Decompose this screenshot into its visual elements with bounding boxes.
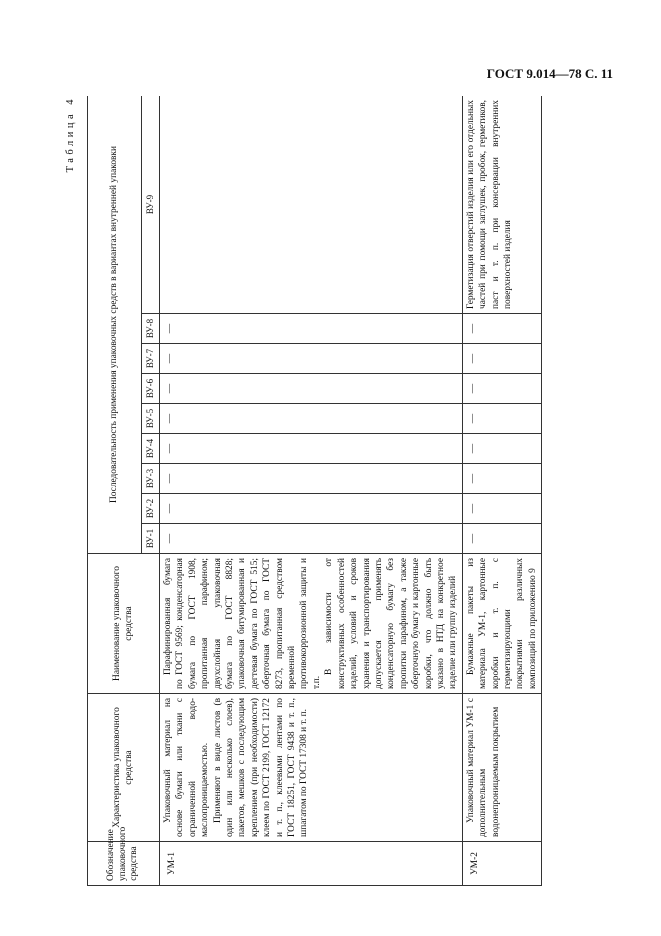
col-header-vu-8: ВУ-8	[142, 314, 160, 344]
table-caption: Таблица 4	[65, 96, 76, 173]
mark-vu-4: —	[160, 434, 463, 464]
paragraph: Применяют в виде листов (в один или несколько слоев), пакетов, мешков с последующим креплением (при необходимости) клеем по ГОСТ 2199, ГОСТ 12172 и т. п., клеевыми лентами по ГОСТ 18251, ГОСТ 9438 и т. п., шпагатом по ГОСТ 17308 и т. п.	[212, 698, 310, 837]
paragraph: Упаковочный материал на основе бумаги или ткани с ограниченной водо-маслопроницаемостью.	[163, 698, 211, 837]
col-header-vu-3: ВУ-3	[142, 464, 160, 494]
mark-vu-5: —	[160, 404, 463, 434]
rotated-table-area	[65, 96, 612, 886]
mark-vu-8: —	[462, 314, 541, 344]
mark-vu-2: —	[462, 494, 541, 524]
table-row	[462, 96, 541, 886]
mark-vu-4: —	[462, 434, 541, 464]
mark-vu-7: —	[462, 344, 541, 374]
col-header-designation: Обозначение упаковочного средства	[88, 842, 160, 886]
mark-vu-3: —	[160, 464, 463, 494]
row-name	[160, 554, 463, 694]
packaging-table	[87, 96, 542, 886]
mark-vu-7: —	[160, 344, 463, 374]
col-header-vu-5: ВУ-5	[142, 404, 160, 434]
mark-vu-1: —	[462, 524, 541, 554]
col-header-vu-1: ВУ-1	[142, 524, 160, 554]
row-code: УМ-1	[160, 842, 463, 886]
paragraph: Упаковочный материал УМ-1 с дополнительным водонепроницаемым покрытием	[465, 698, 501, 837]
paragraph: В зависимости от конструктивных особенностей изделий, условий и сроков хранения и транспортирования допускается применять конденсаторную бумагу без пропитки парафином, а также оберточную бумагу и картонные коробки, что должно быть указано в НТД на конкретное изделие или группу изделий	[324, 558, 459, 689]
paragraph: Парафинированная бумага по ГОСТ 9569; конденсаторная бумага по ГОСТ 1908, пропитанная парафином; двухслойная упаковочная бумага по ГОСТ 8828; упаковочная битумированная и дегтевая бумага по ГОСТ 515; оберточная бумага по ГОСТ 8273, пропитанная средством временной противокоррозионной защиты и т.п.	[163, 558, 322, 689]
col-header-vu-9: ВУ-9	[142, 96, 160, 314]
table-row	[160, 96, 463, 886]
mark-vu-5: —	[462, 404, 541, 434]
paragraph: Бумажные пакеты из материала УМ-1, картонные коробки и т. п. с герметизирующими покрытиями различных композиций по приложению 9	[465, 558, 538, 689]
mark-vu-3: —	[462, 464, 541, 494]
col-header-vu-6: ВУ-6	[142, 374, 160, 404]
col-header-sequence-group: Последовательность применения упаковочных средств в вариантах внутренней упаковки	[88, 96, 142, 554]
mark-vu-9: Герметизация отверстий изделия или его отдельных частей при помощи заглушек, пробок, герметиков, паст и т. п. при консервации внутренних поверхностей изделия	[462, 96, 541, 314]
col-header-vu-2: ВУ-2	[142, 494, 160, 524]
col-header-vu-7: ВУ-7	[142, 344, 160, 374]
mark-vu-8: —	[160, 314, 463, 344]
mark-vu-9	[160, 96, 463, 314]
row-name	[462, 554, 541, 694]
mark-vu-6: —	[160, 374, 463, 404]
mark-vu-1: —	[160, 524, 463, 554]
rotated-page-content	[65, 96, 612, 886]
mark-vu-6: —	[462, 374, 541, 404]
row-code: УМ-2	[462, 842, 541, 886]
mark-vu-2: —	[160, 494, 463, 524]
col-header-vu-4: ВУ-4	[142, 434, 160, 464]
page-header: ГОСТ 9.014—78 С. 11	[486, 66, 613, 81]
row-characteristic	[160, 694, 463, 842]
row-characteristic	[462, 694, 541, 842]
col-header-name: Наименование упаковочного средства	[88, 554, 160, 694]
col-header-characteristic: Характеристика упаковочного средства	[88, 694, 160, 842]
